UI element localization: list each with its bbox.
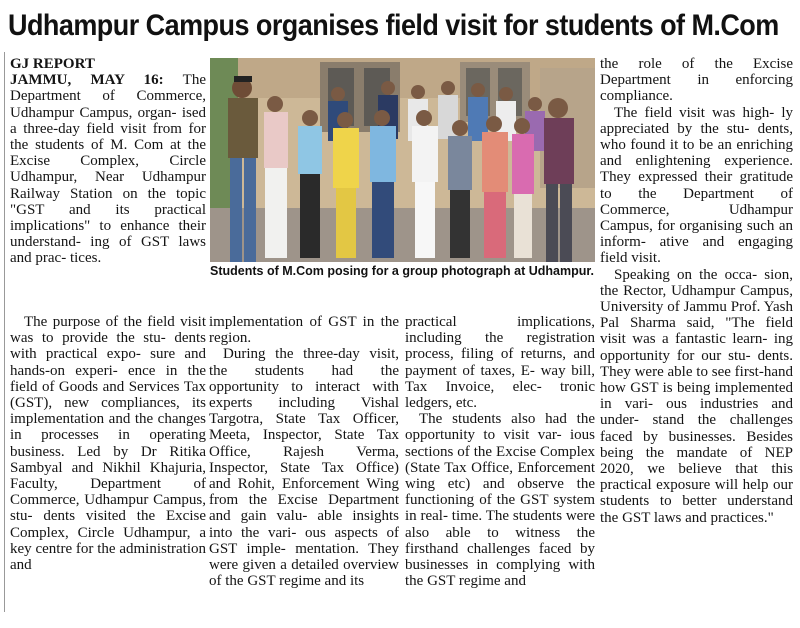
paragraph: implementation of GST in the region. [209,314,399,347]
column-2 [209,314,399,589]
paragraph: The field visit was high- ly appreciated by the stu- dents, who found it to be an enriching and enlightening experience. They expressed their gratitude to the Department of Commerce, Udhampur Campus, for organising such an inform- ative and engaging field visit. [600,104,793,267]
column-4 [600,56,793,526]
byline: GJ REPORT [10,56,95,72]
paragraph: The students also had the opportunity to visit var- ious sections of the Excise Complex (State Tax Office, Enforcement wing etc) and observe the functioning of the GST system in real- time. The students were also able to witness the firsthand challenges faced by businesses in complying with the GST regime and [405,411,595,590]
paragraph: During the three-day visit, the students had the opportunity to interact with experts including Vishal Targotra, State Tax Officer, Meeta, Inspector, State Tax Office, Rajesh Verma, Inspector, State Tax Office) and Rohit, Enforcement Wing from the Excise Department and gain valu- able insights into the vari- ous aspects of GST imple- mentation. They were given a detailed overview of the GST regime and its [209,346,399,590]
paragraph: The purpose of the field visit was to provide the stu- dents with practical expo- sure and hands-on experi- ence in the field of Goods and Services Tax (GST), new compliances, its implementation and the changes in processes in operating business. Led by Dr Ritika Sambyal and Nikhil Khajuria, Faculty, Department of Commerce, Udhampur Campus, stu- dents visited the Excise Complex, Circle Udhampur, a key centre for the administration and [10,314,206,574]
column-1-top [10,56,206,267]
column-3 [405,314,595,589]
column-1-bottom [10,314,206,573]
paragraph: the role of the Excise Department in enforcing compliance. [600,56,793,105]
paragraph: The Department of Commerce, Udhampur Campus, organ- ised a three-day field visit from for the students of M. Com at the Excise Complex, Circle Udhampur, Near Udhampur Railway Station on the topic "GST and its practical implications" to enhance their understand- ing of GST laws and prac- tices. [10,72,206,267]
paragraph: Speaking on the occa- sion, the Rector, Udhampur Campus, University of Jammu Prof. Yash Pal Sharma said, "The field visit was a fantastic learn- ing opportunity for our stu- dents. They were able to see first-hand how GST is being implemented in vari- ous industries and under- stand the challenges faced by businesses. Besides being the mandate of NEP 2020, we believe that this practical exposure will help our students to better understand the GST laws and practices." [600,266,793,526]
headline: Udhampur Campus organises field visit for students of M.Com [8,9,779,42]
photo-caption: Students of M.Com posing for a group photograph at Udhampur. [210,264,595,278]
dateline: JAMMU, MAY 16: [10,72,164,89]
group-photo [210,58,595,262]
paragraph: practical implications, including the registration process, filing of returns, and payment of taxes, E- way bill, Tax Invoice, elec- tronic ledgers, etc. [405,314,595,412]
column-divider [4,52,5,612]
